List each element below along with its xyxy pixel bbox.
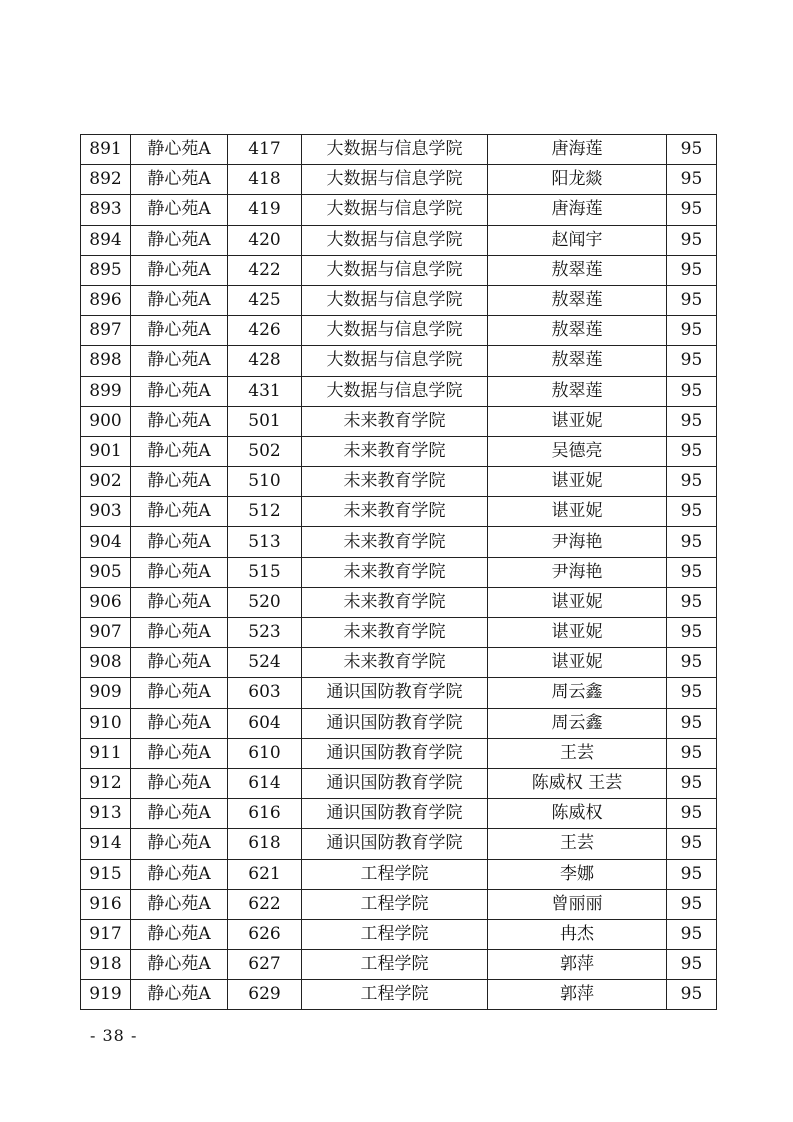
college-cell: 工程学院 <box>302 889 488 919</box>
building-cell: 静心苑A <box>131 285 228 315</box>
building-cell: 静心苑A <box>131 346 228 376</box>
row-number-cell: 909 <box>81 678 131 708</box>
college-cell: 通识国防教育学院 <box>302 768 488 798</box>
table-row <box>81 467 717 497</box>
row-number-cell: 912 <box>81 768 131 798</box>
college-cell: 未来教育学院 <box>302 557 488 587</box>
score-cell: 95 <box>667 285 717 315</box>
room-cell: 512 <box>228 497 302 527</box>
teacher-cell: 敖翠莲 <box>488 376 667 406</box>
table-row <box>81 436 717 466</box>
inspection-table <box>80 134 717 1010</box>
teacher-cell: 谌亚妮 <box>488 587 667 617</box>
building-cell: 静心苑A <box>131 889 228 919</box>
table-row <box>81 557 717 587</box>
building-cell: 静心苑A <box>131 950 228 980</box>
score-cell: 95 <box>667 255 717 285</box>
score-cell: 95 <box>667 587 717 617</box>
teacher-cell: 尹海艳 <box>488 527 667 557</box>
teacher-cell: 李娜 <box>488 859 667 889</box>
college-cell: 未来教育学院 <box>302 648 488 678</box>
score-cell: 95 <box>667 376 717 406</box>
room-cell: 622 <box>228 889 302 919</box>
teacher-cell: 王芸 <box>488 738 667 768</box>
teacher-cell: 敖翠莲 <box>488 285 667 315</box>
row-number-cell: 897 <box>81 316 131 346</box>
row-number-cell: 894 <box>81 225 131 255</box>
row-number-cell: 914 <box>81 829 131 859</box>
room-cell: 420 <box>228 225 302 255</box>
building-cell: 静心苑A <box>131 225 228 255</box>
room-cell: 422 <box>228 255 302 285</box>
teacher-cell: 唐海莲 <box>488 135 667 165</box>
score-cell: 95 <box>667 768 717 798</box>
building-cell: 静心苑A <box>131 135 228 165</box>
building-cell: 静心苑A <box>131 859 228 889</box>
college-cell: 工程学院 <box>302 859 488 889</box>
score-cell: 95 <box>667 648 717 678</box>
row-number-cell: 910 <box>81 708 131 738</box>
score-cell: 95 <box>667 225 717 255</box>
score-cell: 95 <box>667 195 717 225</box>
room-cell: 513 <box>228 527 302 557</box>
college-cell: 大数据与信息学院 <box>302 285 488 315</box>
score-cell: 95 <box>667 557 717 587</box>
building-cell: 静心苑A <box>131 768 228 798</box>
college-cell: 未来教育学院 <box>302 618 488 648</box>
row-number-cell: 903 <box>81 497 131 527</box>
building-cell: 静心苑A <box>131 467 228 497</box>
building-cell: 静心苑A <box>131 557 228 587</box>
table-row <box>81 406 717 436</box>
college-cell: 大数据与信息学院 <box>302 316 488 346</box>
table-row <box>81 285 717 315</box>
teacher-cell: 敖翠莲 <box>488 346 667 376</box>
building-cell: 静心苑A <box>131 316 228 346</box>
table-row <box>81 980 717 1010</box>
room-cell: 610 <box>228 738 302 768</box>
college-cell: 通识国防教育学院 <box>302 799 488 829</box>
building-cell: 静心苑A <box>131 436 228 466</box>
college-cell: 未来教育学院 <box>302 587 488 617</box>
table-row <box>81 195 717 225</box>
score-cell: 95 <box>667 497 717 527</box>
room-cell: 614 <box>228 768 302 798</box>
building-cell: 静心苑A <box>131 708 228 738</box>
score-cell: 95 <box>667 165 717 195</box>
teacher-cell: 谌亚妮 <box>488 467 667 497</box>
score-cell: 95 <box>667 829 717 859</box>
row-number-cell: 891 <box>81 135 131 165</box>
row-number-cell: 893 <box>81 195 131 225</box>
table-row <box>81 527 717 557</box>
score-cell: 95 <box>667 919 717 949</box>
college-cell: 未来教育学院 <box>302 527 488 557</box>
teacher-cell: 尹海艳 <box>488 557 667 587</box>
college-cell: 通识国防教育学院 <box>302 678 488 708</box>
teacher-cell: 王芸 <box>488 829 667 859</box>
table-row <box>81 738 717 768</box>
score-cell: 95 <box>667 799 717 829</box>
row-number-cell: 918 <box>81 950 131 980</box>
score-cell: 95 <box>667 678 717 708</box>
table-row <box>81 255 717 285</box>
table-row <box>81 859 717 889</box>
score-cell: 95 <box>667 980 717 1010</box>
teacher-cell: 周云鑫 <box>488 708 667 738</box>
table-row <box>81 829 717 859</box>
room-cell: 520 <box>228 587 302 617</box>
college-cell: 工程学院 <box>302 980 488 1010</box>
teacher-cell: 敖翠莲 <box>488 316 667 346</box>
building-cell: 静心苑A <box>131 678 228 708</box>
teacher-cell: 曾丽丽 <box>488 889 667 919</box>
room-cell: 604 <box>228 708 302 738</box>
room-cell: 419 <box>228 195 302 225</box>
college-cell: 通识国防教育学院 <box>302 708 488 738</box>
table-row <box>81 678 717 708</box>
row-number-cell: 892 <box>81 165 131 195</box>
teacher-cell: 敖翠莲 <box>488 255 667 285</box>
table-row <box>81 889 717 919</box>
row-number-cell: 901 <box>81 436 131 466</box>
building-cell: 静心苑A <box>131 919 228 949</box>
building-cell: 静心苑A <box>131 738 228 768</box>
college-cell: 未来教育学院 <box>302 436 488 466</box>
building-cell: 静心苑A <box>131 587 228 617</box>
teacher-cell: 郭萍 <box>488 980 667 1010</box>
table-row <box>81 950 717 980</box>
row-number-cell: 905 <box>81 557 131 587</box>
row-number-cell: 904 <box>81 527 131 557</box>
row-number-cell: 896 <box>81 285 131 315</box>
room-cell: 418 <box>228 165 302 195</box>
room-cell: 425 <box>228 285 302 315</box>
college-cell: 工程学院 <box>302 919 488 949</box>
college-cell: 大数据与信息学院 <box>302 225 488 255</box>
score-cell: 95 <box>667 135 717 165</box>
building-cell: 静心苑A <box>131 376 228 406</box>
college-cell: 未来教育学院 <box>302 467 488 497</box>
score-cell: 95 <box>667 738 717 768</box>
room-cell: 629 <box>228 980 302 1010</box>
college-cell: 通识国防教育学院 <box>302 738 488 768</box>
row-number-cell: 908 <box>81 648 131 678</box>
teacher-cell: 周云鑫 <box>488 678 667 708</box>
row-number-cell: 919 <box>81 980 131 1010</box>
room-cell: 616 <box>228 799 302 829</box>
room-cell: 426 <box>228 316 302 346</box>
row-number-cell: 895 <box>81 255 131 285</box>
teacher-cell: 谌亚妮 <box>488 618 667 648</box>
row-number-cell: 911 <box>81 738 131 768</box>
score-cell: 95 <box>667 316 717 346</box>
building-cell: 静心苑A <box>131 527 228 557</box>
table-row <box>81 376 717 406</box>
row-number-cell: 915 <box>81 859 131 889</box>
building-cell: 静心苑A <box>131 406 228 436</box>
teacher-cell: 陈威权 王芸 <box>488 768 667 798</box>
room-cell: 626 <box>228 919 302 949</box>
table-row <box>81 648 717 678</box>
room-cell: 515 <box>228 557 302 587</box>
teacher-cell: 吴德亮 <box>488 436 667 466</box>
building-cell: 静心苑A <box>131 980 228 1010</box>
building-cell: 静心苑A <box>131 497 228 527</box>
room-cell: 524 <box>228 648 302 678</box>
college-cell: 工程学院 <box>302 950 488 980</box>
building-cell: 静心苑A <box>131 829 228 859</box>
table-row <box>81 768 717 798</box>
page-number: - 38 - <box>90 1026 138 1045</box>
teacher-cell: 赵闻宇 <box>488 225 667 255</box>
teacher-cell: 谌亚妮 <box>488 497 667 527</box>
room-cell: 510 <box>228 467 302 497</box>
table-row <box>81 618 717 648</box>
college-cell: 大数据与信息学院 <box>302 346 488 376</box>
room-cell: 621 <box>228 859 302 889</box>
table-row <box>81 346 717 376</box>
room-cell: 502 <box>228 436 302 466</box>
college-cell: 大数据与信息学院 <box>302 165 488 195</box>
row-number-cell: 902 <box>81 467 131 497</box>
score-cell: 95 <box>667 406 717 436</box>
room-cell: 603 <box>228 678 302 708</box>
college-cell: 大数据与信息学院 <box>302 195 488 225</box>
score-cell: 95 <box>667 950 717 980</box>
table-row <box>81 919 717 949</box>
room-cell: 523 <box>228 618 302 648</box>
building-cell: 静心苑A <box>131 165 228 195</box>
room-cell: 431 <box>228 376 302 406</box>
table-row <box>81 587 717 617</box>
college-cell: 大数据与信息学院 <box>302 376 488 406</box>
row-number-cell: 899 <box>81 376 131 406</box>
score-cell: 95 <box>667 708 717 738</box>
teacher-cell: 谌亚妮 <box>488 406 667 436</box>
teacher-cell: 谌亚妮 <box>488 648 667 678</box>
row-number-cell: 906 <box>81 587 131 617</box>
college-cell: 大数据与信息学院 <box>302 255 488 285</box>
row-number-cell: 898 <box>81 346 131 376</box>
score-cell: 95 <box>667 618 717 648</box>
row-number-cell: 900 <box>81 406 131 436</box>
college-cell: 未来教育学院 <box>302 497 488 527</box>
table-row <box>81 708 717 738</box>
college-cell: 大数据与信息学院 <box>302 135 488 165</box>
building-cell: 静心苑A <box>131 648 228 678</box>
score-cell: 95 <box>667 859 717 889</box>
room-cell: 627 <box>228 950 302 980</box>
row-number-cell: 907 <box>81 618 131 648</box>
building-cell: 静心苑A <box>131 799 228 829</box>
building-cell: 静心苑A <box>131 618 228 648</box>
teacher-cell: 冉杰 <box>488 919 667 949</box>
table-row <box>81 799 717 829</box>
building-cell: 静心苑A <box>131 255 228 285</box>
teacher-cell: 陈威权 <box>488 799 667 829</box>
table-row <box>81 135 717 165</box>
table-body <box>81 135 717 1010</box>
row-number-cell: 917 <box>81 919 131 949</box>
room-cell: 417 <box>228 135 302 165</box>
table-row <box>81 316 717 346</box>
table-row <box>81 225 717 255</box>
score-cell: 95 <box>667 346 717 376</box>
college-cell: 未来教育学院 <box>302 406 488 436</box>
row-number-cell: 913 <box>81 799 131 829</box>
building-cell: 静心苑A <box>131 195 228 225</box>
table-row <box>81 497 717 527</box>
row-number-cell: 916 <box>81 889 131 919</box>
score-cell: 95 <box>667 889 717 919</box>
room-cell: 428 <box>228 346 302 376</box>
teacher-cell: 阳龙燚 <box>488 165 667 195</box>
score-cell: 95 <box>667 467 717 497</box>
college-cell: 通识国防教育学院 <box>302 829 488 859</box>
table-row <box>81 165 717 195</box>
room-cell: 618 <box>228 829 302 859</box>
room-cell: 501 <box>228 406 302 436</box>
teacher-cell: 郭萍 <box>488 950 667 980</box>
score-cell: 95 <box>667 436 717 466</box>
score-cell: 95 <box>667 527 717 557</box>
teacher-cell: 唐海莲 <box>488 195 667 225</box>
